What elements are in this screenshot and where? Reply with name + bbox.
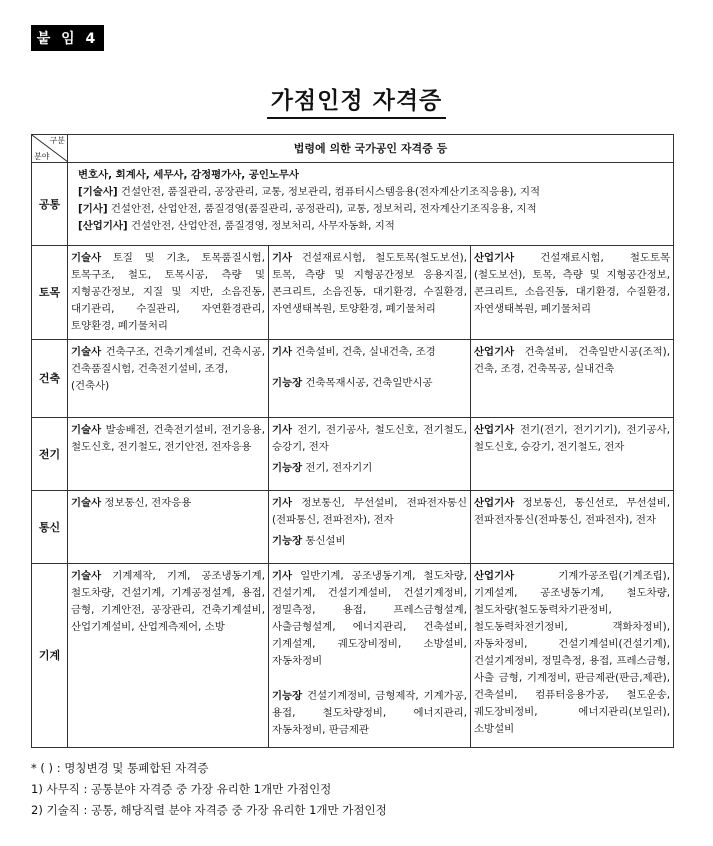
common-line1: 변호사, 회계사, 세무사, 감정평가사, 공인노무사	[78, 169, 299, 181]
header-gubun: 구분	[49, 136, 65, 145]
common-gisa: [기사] 건설안전, 산업안전, 품질경영(품질관리, 공정관리), 교통, 정보처리, 전자계산기조직응용, 지적	[78, 203, 537, 215]
certificate-table	[31, 134, 674, 748]
telecom-col1: 기술사 정보통신, 전자응용	[68, 491, 269, 564]
header-diagonal-cell	[32, 135, 68, 163]
table-row-architecture	[32, 340, 674, 418]
category-architecture: 건축	[32, 340, 68, 418]
table-row-civil	[32, 246, 674, 340]
telecom-col2: 기사 정보통신, 무선설비, 전파전자통신(전파통신, 전파전자), 전자 기능장 통신설비	[269, 491, 471, 564]
note-3: 2) 기술직 : 공통, 해당직렬 분야 자격증 중 가장 유리한 1개만 가점인정	[31, 803, 387, 817]
civil-col2: 기사 건설재료시험, 철도토목(철도보선), 토목, 측량 및 지형공간정보 응용지질, 콘크리트, 소음진동, 대기환경, 수질환경, 자연생태복원, 토양환경, 폐기물처리	[269, 246, 471, 340]
civil-col3: 산업기사 건설재료시험, 철도토목(철도보선), 토목, 측량 및 지형공간정보, 콘크리트, 소음진동, 대기환경, 수질환경, 자연생태복원, 폐기물처리	[471, 246, 674, 340]
category-common: 공통	[32, 163, 68, 246]
common-content	[68, 163, 674, 246]
category-telecom: 통신	[32, 491, 68, 564]
category-electric: 전기	[32, 418, 68, 491]
notes	[31, 758, 387, 821]
category-civil: 토목	[32, 246, 68, 340]
note-1: * ( ) : 명칭변경 및 통폐합된 자격증	[31, 761, 209, 775]
architecture-col3: 산업기사 건축설비, 건축일반시공(조적), 건축, 조경, 건축목공, 실내건축	[471, 340, 674, 418]
table-row-common	[32, 163, 674, 246]
machine-col1: 기술사 기계제작, 기계, 공조냉동기계, 철도차량, 건설기계, 기계공정설계, 용접, 금형, 기계안전, 공장관리, 건축기계설비, 산업기계설비, 산업계측제어, 소방	[68, 564, 269, 748]
category-machine: 기계	[32, 564, 68, 748]
common-gisulsa: [기술사] 건설안전, 품질관리, 공장관리, 교통, 정보관리, 컴퓨터시스템응용(전자계산기조직응용), 지적	[78, 186, 541, 198]
electric-col2: 기사 전기, 전기공사, 철도신호, 전기철도, 승강기, 전자 기능장 전기, 전자기기	[269, 418, 471, 491]
table-header-row	[32, 135, 674, 163]
header-bunya: 분야	[34, 152, 50, 161]
civil-col1: 기술사 토질 및 기초, 토목품질시험, 토목구조, 철도, 토목시공, 측량 및 지형공간정보, 지질 및 지반, 소음진동, 대기관리, 수질관리, 자연환경관리, 토양환경, 폐기물처리	[68, 246, 269, 340]
machine-col2: 기사 일반기계, 공조냉동기계, 철도차량, 건설기계, 건설기계설비, 건설기계정비, 정밀측정, 용접, 프레스금형설계, 사출금형설계, 에너지관리, 건축설비, 기계설계, 궤도장비정비, 소방설비, 자동차정비 기능장 건설기계정비, 금형제작, 기계가공, 용접, 철도차량정비, 에너지관리, 자동차정비, 판금제관	[269, 564, 471, 748]
machine-col3: 산업기사 기계가공조립(기계조립), 기계설계, 공조냉동기계, 철도차량, 철도차량(철도동력차기관정비, 철도동력차전기정비, 객화차정비), 자동차정비, 건설기계설비(건설기계), 건설기계정비, 정밀측정, 용접, 프레스금형, 사출 금형, 기계정비, 판금제관(판금,제관), 건축설비, 컴퓨터응용가공, 철도운송, 궤도장비정비, 에너지관리(보일러), 소방설비	[471, 564, 674, 748]
architecture-col1: 기술사 건축구조, 건축기계설비, 건축시공, 건축품질시험, 건축전기설비, 조경, (건축사)	[68, 340, 269, 418]
table-row-electric	[32, 418, 674, 491]
telecom-col3: 산업기사 정보통신, 통신선로, 무선설비, 전파전자통신(전파통신, 전파전자), 전자	[471, 491, 674, 564]
table-row-telecom	[32, 491, 674, 564]
architecture-col2: 기사 건축설비, 건축, 실내건축, 조경 기능장 건축목재시공, 건축일반시공	[269, 340, 471, 418]
electric-col1: 기술사 발송배전, 건축전기설비, 전기응용, 철도신호, 전기철도, 전기안전, 전자응용	[68, 418, 269, 491]
electric-col3: 산업기사 전기(전기, 전기기기), 전기공사, 철도신호, 승강기, 전기철도, 전자	[471, 418, 674, 491]
page-title: 가점인정 자격증	[0, 82, 713, 119]
attachment-badge: 붙 임 4	[31, 25, 104, 51]
header-law-title: 법령에 의한 국가공인 자격증 등	[68, 135, 674, 163]
architecture-col1-extra: (건축사)	[71, 380, 110, 392]
note-2: 1) 사무직 : 공통분야 자격증 중 가장 유리한 1개만 가점인정	[31, 782, 332, 796]
common-sanup: [산업기사] 건설안전, 산업안전, 품질경영, 정보처리, 사무자동화, 지적	[78, 220, 395, 232]
table-row-machine	[32, 564, 674, 748]
